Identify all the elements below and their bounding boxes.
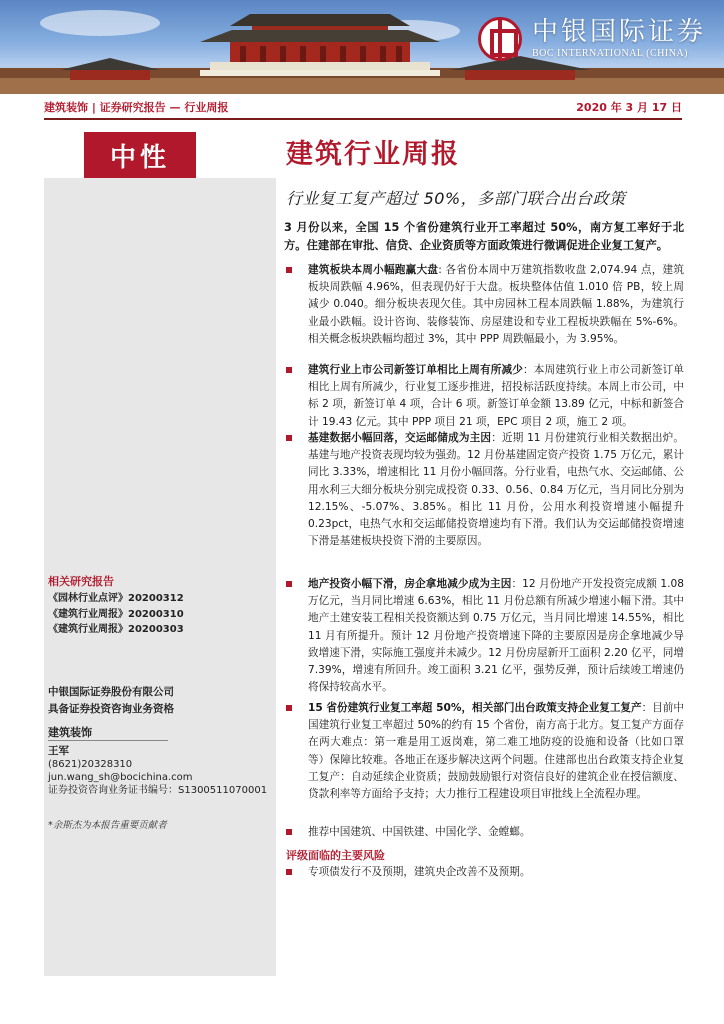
lead-summary: 3 月份以来，全国 15 个省份建筑行业开工率超过 50%，南方复工率好于北方。住建部在审批、信贷、企业资质等方面政策进行微调促进企业复工复产。: [284, 221, 684, 252]
bullet-square-icon: [286, 367, 292, 373]
key-point-item: [284, 576, 684, 696]
key-point-heading: 基建数据小幅回落，交运邮储成为主因: [308, 432, 492, 444]
key-point-body: ：本周建筑行业上市公司新签订单相比上周有所减少，行业复工逐步推进，招投标活跃度持续。本周上市公司，中标 2 项，新签订单 4 项，合计 6 项。新签订单金额 13.89 亿元，中标和新签合计 19.43 亿元。其中 PPP 项目 21 项，EPC 项目 2 项，施工 2 项。: [308, 364, 685, 428]
risk-section-title: 评级面临的主要风险: [286, 849, 385, 862]
bullet-square-icon: [286, 435, 292, 441]
header-banner: [0, 0, 724, 94]
analyst-info: [48, 745, 267, 797]
key-point-body: ：12 月份地产开发投资完成额 1.08 万亿元，当月同比增速 6.63%，相比 11 月份总额有所减少增速小幅下滑。其中地产土建安装工程相关投资额达到 0.75 万亿元，当月同比增速 14.55%，相比 11 月有所提升。预计 12 月份地产投资增速下降的主要原因是房企拿地减少导致增速下滑，实际施工强度并未减少。12 月份房屋新开工面积 2.20 亿平，同增 7.39%，增速有所回升。竣工面积 3.21 亿平，强势反弹，预计后续竣工增速仍将保持较高水平。: [308, 578, 684, 694]
key-point-item: [284, 700, 684, 803]
risk-text: 专项债发行不及预期，建筑央企改善不及预期。: [308, 866, 531, 878]
rating-badge: 中性: [84, 132, 196, 178]
sector-divider: [48, 740, 168, 741]
bullet-square-icon: [286, 267, 292, 273]
contributor-note: *余斯杰为本报告重要贡献者: [48, 820, 167, 831]
related-reports-title: 相关研究报告: [48, 575, 114, 588]
analyst-name: 王军: [48, 745, 69, 757]
related-reports-list: [48, 591, 184, 638]
key-point-heading: 建筑板块本周小幅跑赢大盘: [308, 264, 439, 276]
bullet-square-icon: [286, 581, 292, 587]
logo-chinese-name: 中银国际证券: [531, 17, 706, 47]
key-point-heading: 15 省份建筑行业复工率超 50%，相关部门出台政策支持企业复工复产: [308, 702, 642, 714]
related-report-item[interactable]: 《园林行业点评》20200312: [48, 593, 184, 604]
key-point-body: ：近期 11 月份建筑行业相关数据出炉。基建与地产投资表现均较为强劲。12 月份基建固定资产投资 1.75 万亿元，累计同比 3.33%，增速相比 11 月份小幅回落。分行业看，电热气水、交运邮储、公用水利三大细分板块分别完成投资 0.33、0.56、0.84 万亿元，当月同比分别为 12.15%、-5.07%、3.85%。相比 11 月份，公用水利投资增速小幅提升 0.23pct，电热气水和交运邮储投资增速均有下滑。我们认为交运邮储投资增速下滑是基建板块投资下滑的主要原因。: [308, 432, 684, 548]
report-category: 建筑装饰 | 证券研究报告 — 行业周报: [44, 101, 229, 114]
related-report-item[interactable]: 《建筑行业周报》20200303: [48, 624, 184, 635]
key-point-heading: 地产投资小幅下滑，房企拿地减少成为主因: [308, 578, 512, 590]
key-point-item: [284, 824, 684, 841]
report-title: 建筑行业周报: [286, 139, 460, 170]
boc-logo-icon: [478, 17, 522, 61]
analyst-license: 证券投资咨询业务证书编号：S1300511070001: [48, 785, 268, 796]
key-point-item: [284, 262, 684, 348]
sidebar-panel: [44, 128, 276, 976]
analyst-email[interactable]: jun.wang_sh@bocichina.com: [48, 772, 193, 783]
report-subheader: [44, 99, 682, 115]
bullet-square-icon: [286, 869, 292, 875]
bullet-square-icon: [286, 829, 292, 835]
logo-english-name: BOC INTERNATIONAL (CHINA): [531, 48, 688, 59]
company-info: [48, 684, 174, 718]
key-point-item: [284, 362, 684, 431]
key-point-heading: 建筑行业上市公司新签订单相比上周有所减少: [308, 364, 523, 376]
header-rule: [44, 118, 682, 120]
sector-label: 建筑装饰: [48, 726, 92, 739]
related-report-item[interactable]: 《建筑行业周报》20200310: [48, 608, 184, 620]
key-point-body: : 各省份本周中万建筑指数收盘 2,074.94 点，建筑板块周跌幅 4.96%，但表现仍好于大盘。板块整体估值 1.010 倍 PB，较上周减少 0.040。细分板块表现欠佳。其中房园林工程本周跌幅 1.88%，为建筑行业最小跌幅。设计咨询、装修装饰、房屋建设和专业工程板块跌幅在 5%-6%。相关概念板块跌幅均超过 3%，其中 PPP 周跌幅最小，为 3.95%。: [308, 264, 684, 345]
company-qualification: 具备证券投资咨询业务资格: [48, 703, 174, 715]
key-point-body: 推荐中国建筑、中国铁建、中国化学、金螳螂。: [308, 826, 531, 838]
risk-item: [284, 864, 684, 881]
key-point-body: ：目前中国建筑行业复工率超过 50%的约有 15 个省份，南方高于北方。复工复产方面存在两大难点：第一难是用工返岗难，第二难工地防疫的设施和设备（比如口罩等）保障比较难。各地正在逐步解决这两个问题。住建部也出台政策支持企业复工复产：自动延续企业资质；鼓励鼓励银行对资信良好的建筑企业在授信额度、贷款利率等方面给予支持；大力推行工程建设项目审批线上全流程办理。: [308, 702, 684, 801]
bullet-square-icon: [286, 705, 292, 711]
company-logo: [478, 12, 706, 66]
company-name: 中银国际证券股份有限公司: [48, 686, 174, 698]
key-point-item: [284, 430, 684, 550]
report-subtitle: 行业复工复产超过 50%，多部门联合出台政策: [286, 189, 626, 208]
analyst-phone: (8621)20328310: [48, 759, 133, 770]
report-date: 2020 年 3 月 17 日: [576, 101, 682, 114]
